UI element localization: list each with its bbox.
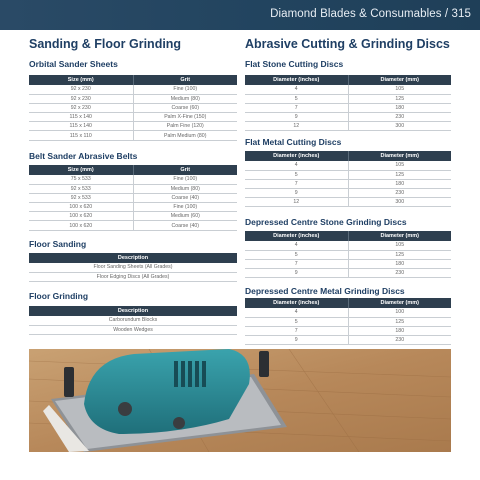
table-row [245,198,451,207]
table-row [29,94,237,103]
table-cell: Medium (80) [133,184,237,193]
table-cell: 75 x 533 [29,175,133,184]
table-row [29,122,237,131]
floor-sanding-table [29,253,237,282]
table-row [29,325,237,334]
table-row [29,316,237,325]
table-cell: 92 x 533 [29,193,133,202]
subtitle-floor-grinding: Floor Grinding [29,291,89,301]
table-cell: 125 [348,250,451,259]
column-header: Description [29,253,237,263]
subtitle-dc-metal: Depressed Centre Metal Grinding Discs [245,286,405,296]
table-cell: 92 x 230 [29,85,133,94]
table-row [245,161,451,170]
table-cell: 9 [245,336,348,345]
table-cell: Palm Medium (80) [133,131,237,140]
table-row [29,175,237,184]
table-row [29,103,237,112]
table-cell: 180 [348,259,451,268]
column-header: Diameter (mm) [348,231,451,241]
subtitle-dc-stone: Depressed Centre Stone Grinding Discs [245,217,407,227]
section-title-sanding: Sanding & Floor Grinding [29,37,182,51]
table-row [29,272,237,281]
subtitle-orbital-sander-sheets: Orbital Sander Sheets [29,59,118,69]
sander-photo [29,349,451,452]
table-row [245,250,451,259]
column-header: Grit [133,165,237,175]
subtitle-flat-metal: Flat Metal Cutting Discs [245,137,342,147]
table-cell: 12 [245,198,348,207]
table-cell: 4 [245,241,348,250]
subtitle-flat-stone: Flat Stone Cutting Discs [245,59,344,69]
table-cell: 4 [245,85,348,94]
table-cell: 230 [348,336,451,345]
dc-stone-table [245,231,451,278]
flat-stone-table [245,75,451,131]
table-row [245,113,451,122]
orbital-sander-table [29,75,237,141]
table-cell: 230 [348,269,451,278]
table-cell: 5 [245,250,348,259]
table-cell: 300 [348,198,451,207]
table-cell: 125 [348,317,451,326]
table-row [245,241,451,250]
column-header: Diameter (inches) [245,298,348,308]
table-row [245,269,451,278]
subtitle-floor-sanding: Floor Sanding [29,239,87,249]
table-cell: Floor Edging Discs (All Grades) [29,272,237,281]
table-cell: 105 [348,161,451,170]
table-cell: 7 [245,326,348,335]
table-cell: 300 [348,122,451,131]
table-row [245,317,451,326]
floor-grinding-table [29,306,237,335]
column-header: Diameter (mm) [348,298,451,308]
table-row [245,122,451,131]
table-row [29,193,237,202]
column-header: Size (mm) [29,165,133,175]
table-row [29,131,237,140]
table-cell: 105 [348,85,451,94]
section-title-abrasive: Abrasive Cutting & Grinding Discs [245,37,450,51]
table-row [29,212,237,221]
table-cell: 9 [245,113,348,122]
column-header: Diameter (inches) [245,75,348,85]
table-row [245,189,451,198]
table-cell: Coarse (40) [133,221,237,230]
table-cell: 9 [245,269,348,278]
table-row [245,326,451,335]
table-row [245,259,451,268]
dc-metal-table [245,298,451,345]
table-cell: 12 [245,122,348,131]
table-cell: Palm Fine (120) [133,122,237,131]
table-row [245,170,451,179]
table-cell: 230 [348,113,451,122]
table-cell: Wooden Wedges [29,325,237,334]
table-row [29,184,237,193]
column-header: Grit [133,75,237,85]
table-cell: Fine (100) [133,85,237,94]
table-cell: 7 [245,179,348,188]
column-header: Diameter (mm) [348,151,451,161]
table-cell: 92 x 533 [29,184,133,193]
table-cell: 5 [245,94,348,103]
table-cell: 115 x 110 [29,131,133,140]
table-row [245,179,451,188]
table-cell: 180 [348,326,451,335]
table-cell: Medium (80) [133,94,237,103]
table-cell: 125 [348,170,451,179]
table-cell: 105 [348,241,451,250]
table-cell: 230 [348,189,451,198]
table-cell: 92 x 230 [29,103,133,112]
table-cell: 7 [245,103,348,112]
table-cell: Fine (100) [133,175,237,184]
table-cell: Carborundum Blocks [29,316,237,325]
table-cell: Palm X-Fine (150) [133,113,237,122]
table-cell: 115 x 140 [29,113,133,122]
table-cell: 100 [348,308,451,317]
table-cell: 100 x 620 [29,221,133,230]
table-cell: 4 [245,161,348,170]
table-cell: 100 x 620 [29,212,133,221]
table-cell: Floor Sanding Sheets (All Grades) [29,263,237,272]
header-bar [0,0,480,30]
orbital-sander-image [29,349,451,452]
flat-metal-table [245,151,451,207]
table-cell: Coarse (40) [133,193,237,202]
table-row [29,263,237,272]
table-row [29,113,237,122]
subtitle-belt-sander: Belt Sander Abrasive Belts [29,151,138,161]
column-header: Diameter (inches) [245,231,348,241]
column-header: Size (mm) [29,75,133,85]
table-row [245,103,451,112]
table-row [245,94,451,103]
table-cell: 4 [245,308,348,317]
table-row [29,85,237,94]
table-cell: 7 [245,259,348,268]
table-cell: 9 [245,189,348,198]
table-cell: 5 [245,170,348,179]
table-cell: 115 x 140 [29,122,133,131]
table-row [245,336,451,345]
table-cell: 180 [348,179,451,188]
column-header: Description [29,306,237,316]
belt-sander-table [29,165,237,231]
table-cell: Medium (60) [133,212,237,221]
column-header: Diameter (inches) [245,151,348,161]
column-header: Diameter (mm) [348,75,451,85]
table-cell: 180 [348,103,451,112]
table-row [29,221,237,230]
page-header-title: Diamond Blades & Consumables / 315 [270,8,471,20]
table-cell: Fine (100) [133,203,237,212]
table-cell: 125 [348,94,451,103]
table-row [245,85,451,94]
table-cell: 100 x 620 [29,203,133,212]
table-row [245,308,451,317]
table-cell: 92 x 230 [29,94,133,103]
table-row [29,203,237,212]
table-cell: 5 [245,317,348,326]
table-cell: Coarse (60) [133,103,237,112]
